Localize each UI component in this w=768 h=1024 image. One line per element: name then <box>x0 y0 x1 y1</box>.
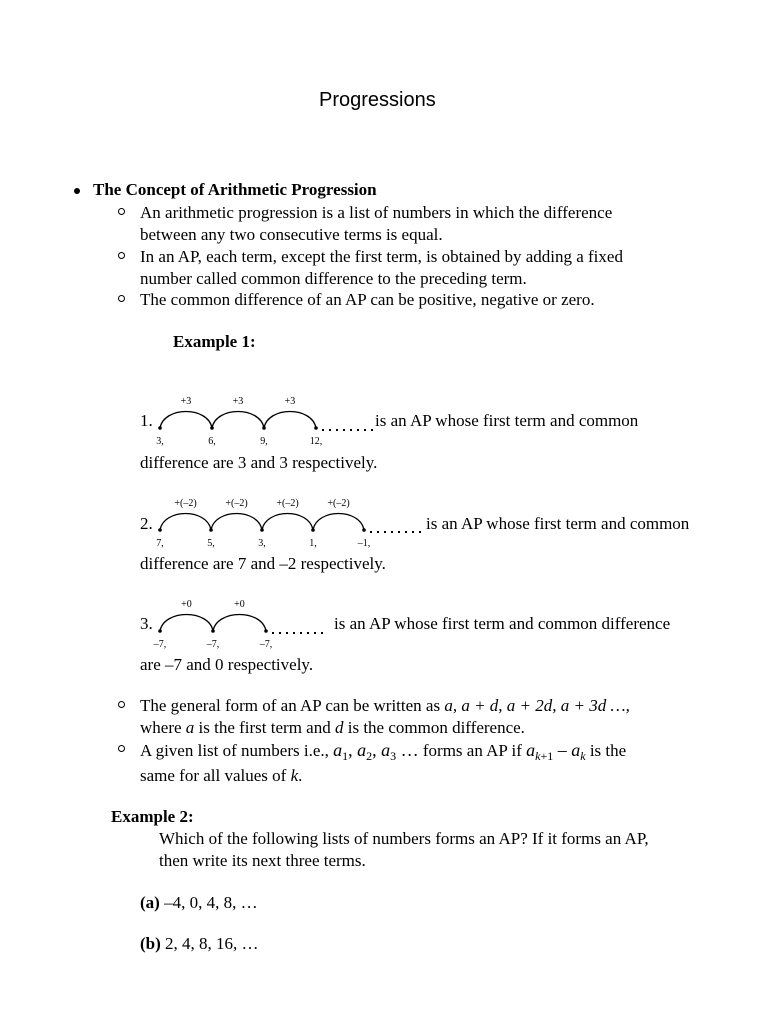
example-1-item-3-number: 3. <box>140 614 153 633</box>
example-1-item-1-continuation: difference are 3 and 3 respectively. <box>140 453 378 472</box>
ap-term-dot <box>262 426 266 430</box>
ap-step-label: +(–2) <box>174 498 197 509</box>
bullet <box>118 701 125 708</box>
ap-step-label: +3 <box>284 396 296 407</box>
page-title: Progressions <box>319 89 436 111</box>
ap-term-label: 7, <box>156 538 164 549</box>
point-2-line-2: number called common difference to the preceding term. <box>140 269 527 288</box>
ap-term-label: –1, <box>357 538 371 549</box>
example-1-item-1-number: 1. <box>140 411 153 430</box>
ap-step-label: +(–2) <box>327 498 350 509</box>
section-heading: The Concept of Arithmetic Progression <box>93 180 377 199</box>
point-1-line-2: between any two consecutive terms is equal. <box>140 225 443 244</box>
bullet <box>118 295 125 302</box>
ap-step-label: +0 <box>181 599 192 610</box>
ap-term-label: 3, <box>156 436 164 447</box>
ap-step-arc <box>160 412 212 429</box>
ap-term-dot <box>311 528 315 532</box>
ap-step-arc <box>160 615 213 632</box>
example-1-item-2-text: is an AP whose first term and common <box>426 514 690 533</box>
ap-term-label: 9, <box>260 436 268 447</box>
ap-step-arc <box>313 514 364 531</box>
ap-term-dot <box>211 629 215 633</box>
point-1-line-1: An arithmetic progression is a list of numbers in which the difference <box>140 203 613 222</box>
ap-step-label: +3 <box>232 396 244 407</box>
ap-step-label: +3 <box>180 396 192 407</box>
ap-diagram-3 <box>150 595 340 653</box>
point-3-line-1: The common difference of an AP can be positive, negative or zero. <box>140 290 595 309</box>
example-1-heading: Example 1: <box>173 332 256 351</box>
ap-term-label: –7, <box>153 639 167 650</box>
example-2-question-line-1: Which of the following lists of numbers forms an AP? If it forms an AP, <box>159 829 649 848</box>
ap-step-label: +(–2) <box>276 498 299 509</box>
general-form-formula: a, a + d, a + 2d, a + 3d …, <box>444 696 630 715</box>
general-form-line-2: where a is the first term and d is the common difference. <box>140 718 525 737</box>
sequence-notation: $a_1$, $a_2$, $a_3$ … <box>333 740 419 763</box>
example-2-part-a: (a) –4, 0, 4, 8, … <box>140 893 258 912</box>
ap-term-dot <box>209 528 213 532</box>
ap-step-label: +(–2) <box>225 498 248 509</box>
point-2-line-1: In an AP, each term, except the first term, is obtained by adding a fixed <box>140 247 623 266</box>
ap-step-arc <box>160 514 211 531</box>
example-1-item-3-text: is an AP whose first term and common difference <box>334 614 671 633</box>
example-2-heading: Example 2: <box>111 807 194 826</box>
ap-term-dot <box>158 528 162 532</box>
example-1-item-2-number: 2. <box>140 514 153 533</box>
example-1-item-3-continuation: are –7 and 0 respectively. <box>140 655 314 674</box>
bullet <box>74 188 80 194</box>
ap-diagram-1 <box>150 392 380 450</box>
ap-term-label: –7, <box>206 639 220 650</box>
condition-line-1: A given list of numbers i.e., $a_1$, $a_2$, $a_3$ … forms an AP if $a_{k+1} - a_k$ is the <box>140 740 627 763</box>
ap-step-arc <box>264 412 316 429</box>
example-1-item-1-text: is an AP whose first term and common <box>375 411 639 430</box>
difference-notation: $a_{k+1} - a_k$ <box>526 740 586 763</box>
ap-diagram-2 <box>150 494 430 552</box>
bullet <box>118 208 125 215</box>
example-2-part-b: (b) 2, 4, 8, 16, … <box>140 934 259 953</box>
ap-term-label: 6, <box>208 436 216 447</box>
ap-step-arc <box>212 412 264 429</box>
bullet <box>118 745 125 752</box>
example-2-question-line-2: then write its next three terms. <box>159 851 366 870</box>
condition-line-2: same for all values of k. <box>140 766 303 785</box>
ap-step-arc <box>262 514 313 531</box>
ap-step-label: +0 <box>234 599 245 610</box>
ap-term-label: 5, <box>207 538 215 549</box>
ap-term-dot <box>264 629 268 633</box>
ap-term-dot <box>362 528 366 532</box>
bullet <box>118 252 125 259</box>
ap-step-arc <box>213 615 266 632</box>
ap-step-arc <box>211 514 262 531</box>
ap-term-dot <box>158 629 162 633</box>
ap-term-dot <box>210 426 214 430</box>
ap-term-dot <box>158 426 162 430</box>
ap-term-dot <box>314 426 318 430</box>
ap-term-label: 12, <box>309 436 323 447</box>
ap-term-label: 1, <box>309 538 317 549</box>
general-form-line-1: The general form of an AP can be written as a, a + d, a + 2d, a + 3d …, <box>140 696 630 715</box>
ap-term-label: 3, <box>258 538 266 549</box>
ap-term-dot <box>260 528 264 532</box>
example-1-item-2-continuation: difference are 7 and –2 respectively. <box>140 554 386 573</box>
ap-term-label: –7, <box>259 639 273 650</box>
